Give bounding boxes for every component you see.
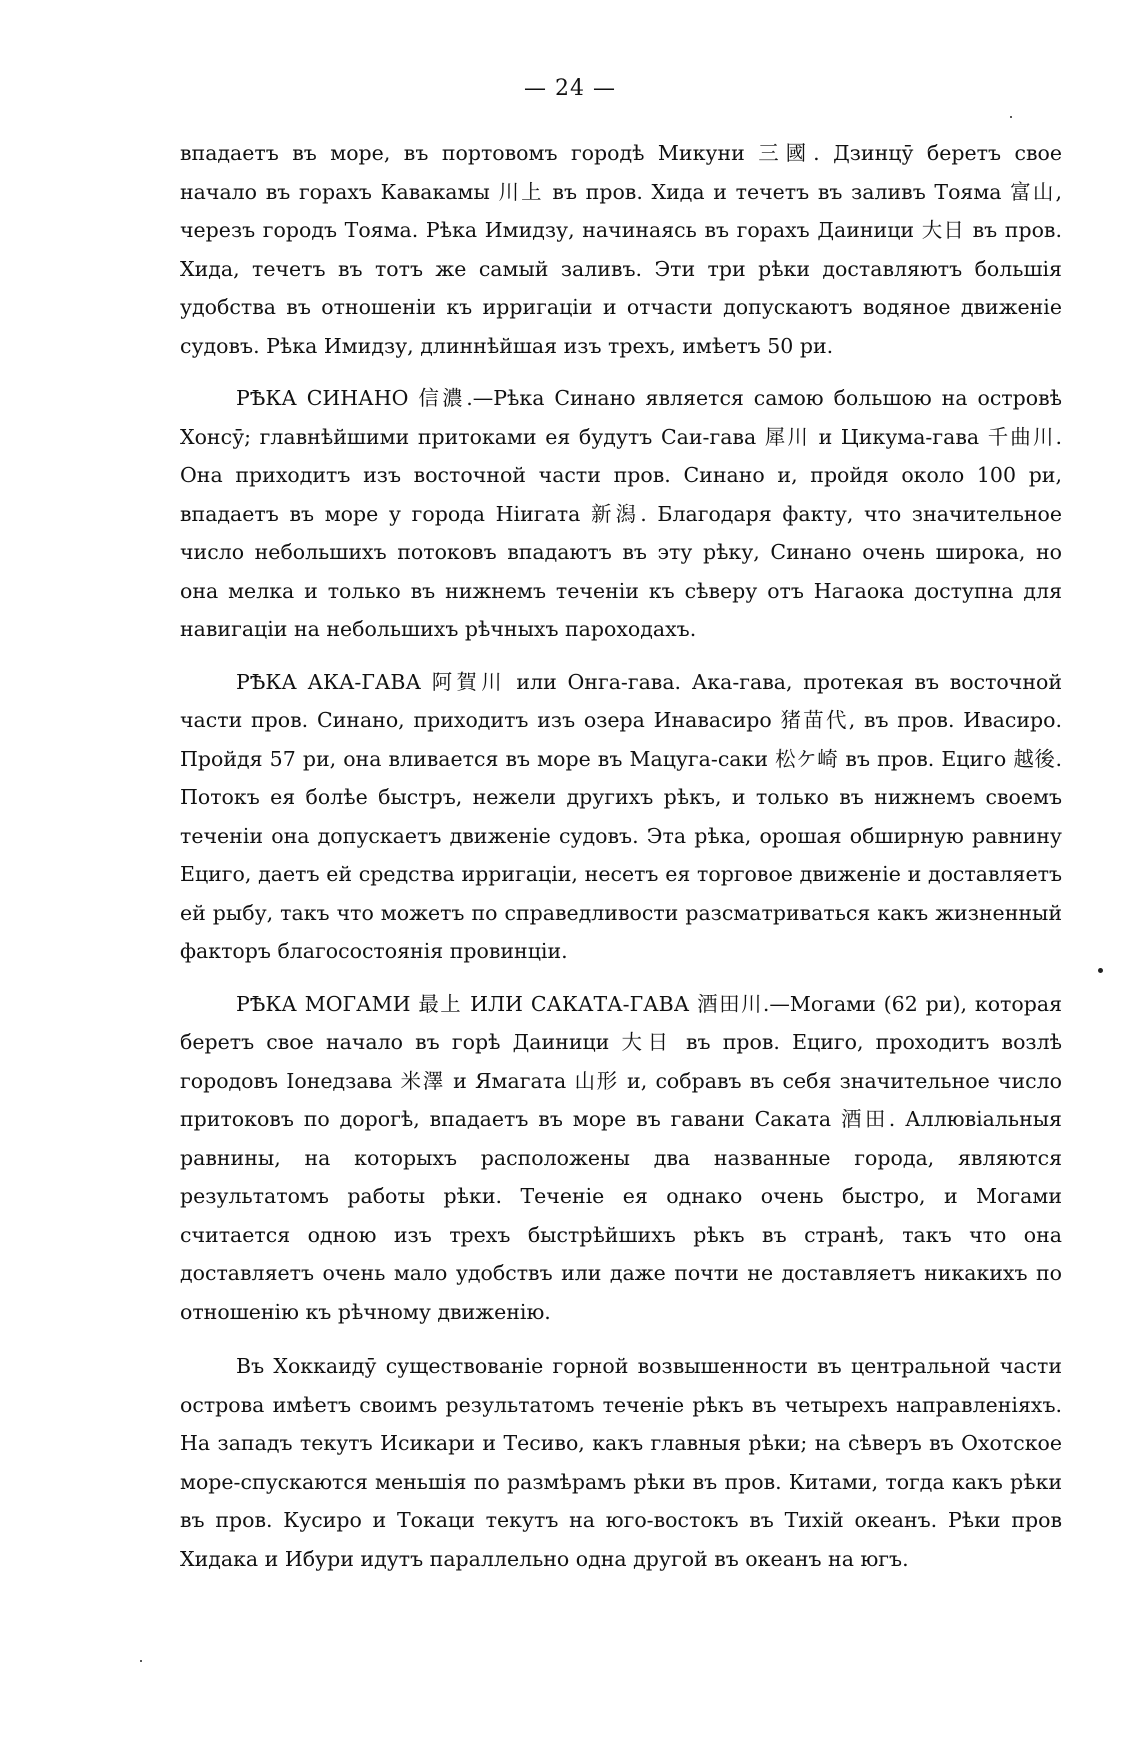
scan-speck [140,1660,142,1662]
paragraph-2-heading: РѢКА СИНАНО [236,386,409,410]
paragraph-3-text: 阿賀川 или Онга-гава. Ака-гава, протекая въ восточной части пров. Синано, приходитъ изъ озера Инавасиро 猪苗代, въ пров. Ивасиро. Пройдя 57 ри, она вливается въ море въ Мацуга-саки 松ケ崎 въ пров. Ециго 越後. Потокъ ея болѣе быстръ, нежели другихъ рѣкъ, и только въ нижнемъ своемъ теченiи она допускаетъ движенiе судовъ. Эта рѣка, орошая обширную равнину Ециго, даетъ ей средства ирригацiи, несетъ ея торговое движенiе и доставляетъ ей рыбу, такъ что можетъ по справедливости разсматриваться какъ жизненный факторъ благосостоянiя провинцiи. [180,669,1062,963]
paragraph-4-text: 酒田川.—Могами (62 ри), которая беретъ свое начало въ горѣ Даиници 大日 въ пров. Ециго, проходитъ возлѣ городовъ Iонедзава 米澤 и Ямагата 山形 и, собравъ въ себя значительное число притоковъ по дорогѣ, впадаетъ въ море въ гавани Саката 酒田. Аллювiальныя равнины, на которыхъ расположены два названные города, являются результатомъ работы рѣки. Теченiе ея однако очень быстро, и Могами считается одною изъ трехъ быстрѣйшихъ рѣкъ въ странѣ, такъ что она доставляетъ очень мало удобствъ или даже почти не доставляетъ никакихъ по отношенiю къ рѣчному движенiю. [180,991,1063,1324]
scan-speck [1010,116,1012,118]
paragraph-1 [180,134,1062,365]
paragraph-4-heading: РѢКА МОГАМИ 最上 ИЛИ САКАТА-ГАВА [236,991,690,1016]
paragraph-5 [180,1347,1062,1578]
scan-speck [1098,968,1103,973]
paragraph-1-text: впадаетъ въ море, въ портовомъ городѣ Микуни 三國. Дзинцӯ беретъ свое начало въ горахъ Кавакамы 川上 въ пров. Хида и течетъ въ заливъ Тояма 富山, черезъ городъ Тояма. Рѣка Имидзу, начинаясь въ горахъ Даиници 大日 въ пров. Хида, течетъ въ тотъ же самый заливъ. Эти три рѣки доставляютъ большiя удобства въ отношенiи къ ирригацiи и отчасти допускаютъ водяное движенiе судовъ. Рѣка Имидзу, длиннѣйшая изъ трехъ, имѣетъ 50 ри. [180,141,1062,358]
paragraph-2-text: 信濃.—Рѣка Синано является самою большою на островѣ Хонсӯ; главнѣйшими притоками ея будутъ Саи-гава 犀川 и Цикума-гава 千曲川. Она приходитъ изъ восточной части пров. Синано и, пройдя около 100 ри, впадаетъ въ море у города Нiигата 新潟. Благодаря факту, что значительное число небольшихъ потоковъ впадаютъ въ эту рѣку, Синано очень широка, но она мелка и только въ нижнемъ теченiи къ сѣверу отъ Нагаока доступна для навигацiи на небольшихъ рѣчныхъ пароходахъ. [180,386,1063,641]
page-number: — 24 — [524,76,616,101]
paragraph-3 [180,663,1062,971]
paragraph-4 [180,985,1062,1332]
paragraph-2 [180,379,1062,649]
paragraph-3-heading: РѢКА АКА-ГАВА [236,669,422,694]
paragraph-5-text: Въ Хоккаидӯ существованiе горной возвышенности въ центральной части острова имѣетъ своимъ результатомъ теченiе рѣкъ въ четырехъ направленiяхъ. На западъ текутъ Исикари и Тесиво, какъ главныя рѣки; на сѣверъ въ Охотское море-спускаются меньшiя по размѣрамъ рѣки въ пров. Китами, тогда какъ рѣки въ пров. Кусиро и Токаци текутъ на юго-востокъ въ Тихiй океанъ. Рѣки пров Хидака и Ибури идутъ параллельно одна другой въ океанъ на югъ. [180,1354,1062,1571]
body-text [180,134,1062,1578]
